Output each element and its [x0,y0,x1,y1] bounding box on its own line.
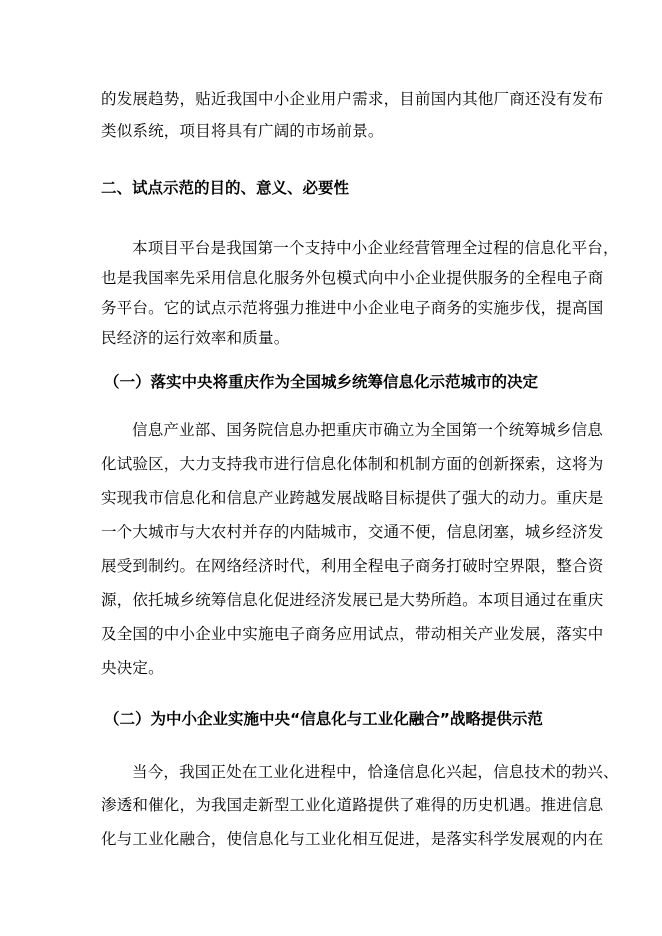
subsection-1-line-4: 一个大城市与大农村并存的内陆城市，交通不便，信息闭塞，城乡经济发 [101,523,604,541]
intro-line-2: 类似系统，项目将具有广阔的市场前景。 [101,122,384,140]
subsection-2-line-3: 化与工业化融合，使信息化与工业化相互促进，是落实科学发展观的内在 [101,830,604,848]
subsection-1-line-2: 化试验区，大力支持我市进行信息化体制和机制方面的创新探索，这将为 [101,455,604,473]
subsection-1-line-5: 展受到制约。在网络经济时代，利用全程电子商务打破时空界限，整合资 [101,557,604,575]
subsection-2-line-2: 渗透和催化，为我国走新型工业化道路提供了难得的历史机遇。推进信息 [101,796,604,814]
subsection-1-line-3: 实现我市信息化和信息产业跨越发展战略目标提供了强大的动力。重庆是 [101,489,604,507]
subsection-1-line-7: 及全国的中小企业中实施电子商务应用试点，带动相关产业发展，落实中 [101,625,604,643]
subsection-1-heading: （一）落实中央将重庆作为全国城乡统筹信息化示范城市的决定 [104,373,539,391]
section-2-heading: 二、试点示范的目的、意义、必要性 [101,179,350,197]
section-2-line-4: 民经济的运行效率和质量。 [101,329,290,347]
subsection-1-line-1: 信息产业部、国务院信息办把重庆市确立为全国第一个统筹城乡信息 [132,421,604,439]
subsection-1-line-6: 源，依托城乡统筹信息化促进经济发展已是大势所趋。本项目通过在重庆 [101,591,604,609]
subsection-2-line-1: 当今，我国正处在工业化进程中，恰逢信息化兴起，信息技术的勃兴、 [132,763,619,781]
section-2-line-1: 本项目平台是我国第一个支持中小企业经营管理全过程的信息化平台， [132,239,619,257]
intro-line-1: 的发展趋势，贴近我国中小企业用户需求，目前国内其他厂商还没有发布 [101,90,604,108]
section-2-line-2: 也是我国率先采用信息化服务外包模式向中小企业提供服务的全程电子商 [101,269,604,287]
subsection-1-line-8: 央决定。 [101,659,164,677]
subsection-2-heading: （二）为中小企业实施中央“信息化与工业化融合”战略提供示范 [104,710,543,728]
section-2-line-3: 务平台。它的试点示范将强力推进中小企业电子商务的实施步伐，提高国 [101,299,604,317]
